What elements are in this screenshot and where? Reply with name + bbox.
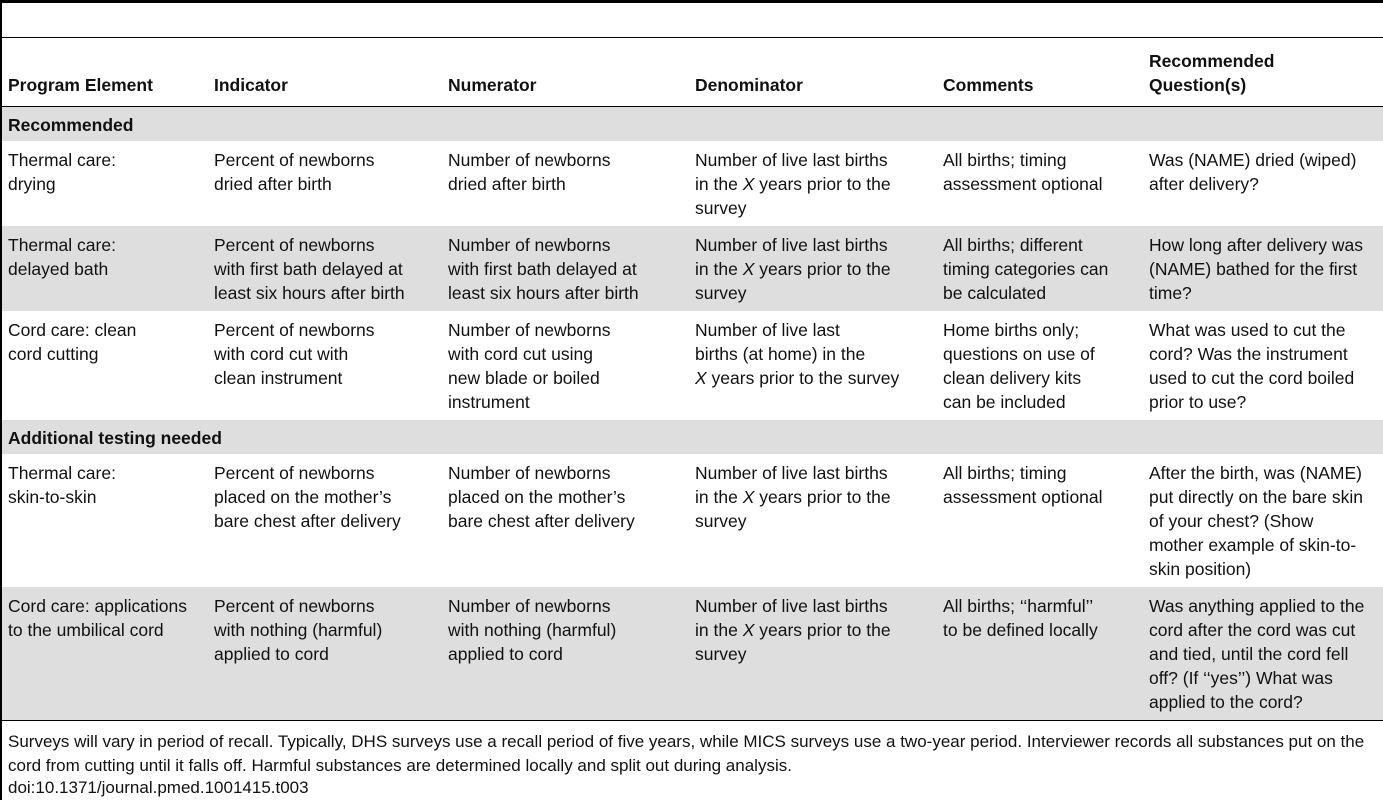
cell-indicator: Percent of newborns dried after birth <box>214 150 375 194</box>
denominator-text: Number of live last births in the <box>695 463 888 507</box>
header-recommended-questions: Recommended Question(s) <box>1149 51 1275 95</box>
header-comments: Comments <box>943 75 1034 95</box>
cell-numerator: Number of newborns with first bath delayed at least six hours after birth <box>442 226 689 311</box>
cell-indicator: Percent of newborns with cord cut with clean instrument <box>214 320 375 388</box>
denominator-text: years prior to the survey <box>695 259 891 303</box>
denominator-text: Number of live last births in the <box>695 235 888 279</box>
cell-comments: All births; ‘‘harmful’’ to be defined locally <box>937 587 1143 721</box>
cell-question: How long after delivery was (NAME) bathed for the first time? <box>1143 226 1383 311</box>
indicator-table <box>2 37 1383 721</box>
denominator-text: years prior to the survey <box>695 487 891 531</box>
cell-question: Was anything applied to the cord after the cord was cut and tied, until the cord fell off? (If ‘‘yes’’) What was applied to the cord? <box>1143 587 1383 721</box>
cell-program: Cord care: applications to the umbilical cord <box>2 587 208 721</box>
cell-indicator: Percent of newborns with nothing (harmful) applied to cord <box>208 587 442 721</box>
denominator-variable: X <box>742 487 755 507</box>
cell-denominator <box>689 141 937 226</box>
cell-comments: All births; timing assessment optional <box>943 463 1103 507</box>
table-row <box>2 226 1383 311</box>
cell-comments: All births; different timing categories can be calculated <box>937 226 1143 311</box>
denominator-variable: X <box>695 368 707 388</box>
header-program-element: Program Element <box>8 75 153 95</box>
cell-indicator: Percent of newborns with first bath delayed at least six hours after birth <box>208 226 442 311</box>
table-row <box>2 454 1383 587</box>
cell-comments: Home births only; questions on use of clean delivery kits can be included <box>943 320 1095 412</box>
doi-link[interactable]: doi:10.1371/journal.pmed.1001415.t003 <box>8 778 309 797</box>
cell-program: Thermal care: drying <box>8 150 116 194</box>
cell-program: Thermal care: skin-to-skin <box>8 463 116 507</box>
denominator-text: Number of live last births in the <box>695 150 888 194</box>
denominator-variable: X <box>742 259 755 279</box>
cell-program: Thermal care: delayed bath <box>2 226 208 311</box>
denominator-text: years prior to the survey <box>695 174 891 218</box>
table-row <box>2 587 1383 721</box>
table-row <box>2 141 1383 226</box>
denominator-variable: X <box>742 174 755 194</box>
cell-question: After the birth, was (NAME) put directly on the bare skin of your chest? (Show mother example of skin-to- skin position) <box>1149 463 1364 579</box>
cell-denominator <box>689 587 937 721</box>
section-label: Additional testing needed <box>2 420 1383 454</box>
header-numerator: Numerator <box>448 75 537 95</box>
section-row-recommended <box>2 107 1383 142</box>
denominator-variable: X <box>742 620 755 640</box>
section-row-additional-testing <box>2 420 1383 454</box>
cell-program: Cord care: clean cord cutting <box>8 320 137 364</box>
denominator-text: years prior to the survey <box>706 368 900 388</box>
denominator-text: Number of live last births in the <box>695 596 888 640</box>
cell-numerator: Number of newborns dried after birth <box>448 150 611 194</box>
cell-question: What was used to cut the cord? Was the instrument used to cut the cord boiled prior to use? <box>1149 320 1355 412</box>
table-footnote: Surveys will vary in period of recall. Typically, DHS surveys use a recall period of five years, while MICS surveys use a two-year period. Interviewer records all substances put on the cord from cutting until it falls off. Harmful substances are determined locally and split out during analysis. <box>8 732 1365 775</box>
cell-numerator: Number of newborns with nothing (harmful) applied to cord <box>442 587 689 721</box>
header-denominator: Denominator <box>695 75 803 95</box>
denominator-text: Number of live last births (at home) in the <box>695 320 866 364</box>
cell-denominator <box>689 226 937 311</box>
section-label: Recommended <box>2 107 1383 142</box>
cell-denominator <box>689 311 937 420</box>
table-row <box>2 311 1383 420</box>
cell-denominator <box>689 454 937 587</box>
cell-numerator: Number of newborns placed on the mother’s bare chest after delivery <box>448 463 635 531</box>
header-row <box>2 38 1383 107</box>
denominator-text: years prior to the survey <box>695 620 891 664</box>
cell-comments: All births; timing assessment optional <box>943 150 1103 194</box>
header-indicator: Indicator <box>214 75 288 95</box>
cell-question: Was (NAME) dried (wiped) after delivery? <box>1149 150 1357 194</box>
top-border <box>0 0 1383 3</box>
cell-indicator: Percent of newborns placed on the mother’s bare chest after delivery <box>214 463 401 531</box>
cell-numerator: Number of newborns with cord cut using new blade or boiled instrument <box>448 320 611 412</box>
